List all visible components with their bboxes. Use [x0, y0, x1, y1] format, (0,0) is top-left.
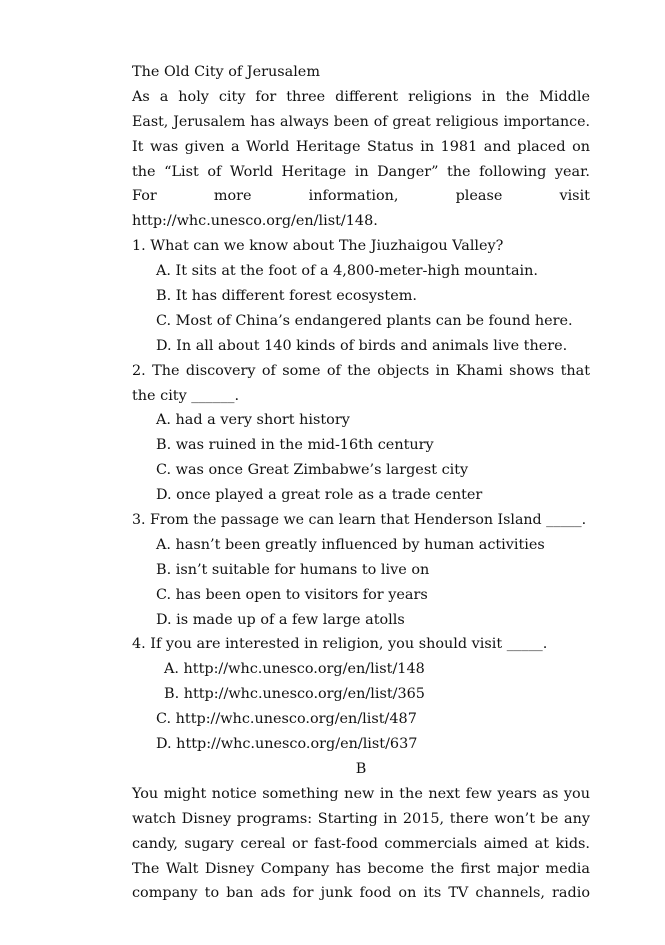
- question-option: C. was once Great Zimbabwe’s largest city: [156, 462, 469, 479]
- section-line: The Walt Disney Company has become the first major media: [132, 860, 590, 877]
- question-option: C. http://whc.unesco.org/en/list/487: [156, 711, 417, 728]
- question-option: A. It sits at the foot of a 4,800-meter-high mountain.: [156, 263, 538, 280]
- passage-link-line: http://whc.unesco.org/en/list/148.: [132, 213, 378, 230]
- word: please: [455, 188, 503, 205]
- section-line: You might notice something new in the next few years as you: [132, 785, 590, 802]
- question-stem: 2. The discovery of some of the objects in Khami shows that: [132, 362, 590, 379]
- document-page: [132, 60, 590, 906]
- question-option: C. has been open to visitors for years: [156, 586, 428, 603]
- question-option: A. http://whc.unesco.org/en/list/148: [164, 661, 425, 678]
- question-option: B. isn’t suitable for humans to live on: [156, 561, 430, 578]
- question-option: D. In all about 140 kinds of birds and animals live there.: [156, 337, 568, 354]
- question-stem: 3. From the passage we can learn that Henderson Island _____.: [132, 512, 587, 529]
- question-option: B. http://whc.unesco.org/en/list/365: [164, 686, 425, 703]
- word: information,: [308, 188, 399, 205]
- passage-title: The Old City of Jerusalem: [132, 64, 320, 80]
- question-option: A. hasn’t been greatly influenced by human activities: [156, 536, 545, 553]
- question-stem-cont: the city ______.: [132, 387, 240, 404]
- section-line: company to ban ads for junk food on its TV channels, radio: [132, 885, 590, 902]
- passage-line: the “List of World Heritage in Danger” the following year.: [132, 163, 590, 180]
- section-line: candy, sugary cereal or fast-food commercials aimed at kids.: [132, 835, 590, 852]
- section-heading: B: [355, 760, 367, 777]
- section-line: watch Disney programs: Starting in 2015, there won’t be any: [132, 810, 590, 827]
- question-option: B. It has different forest ecosystem.: [156, 288, 417, 305]
- question-stem: 4. If you are interested in religion, you should visit _____.: [132, 636, 548, 653]
- question-option: D. is made up of a few large atolls: [156, 611, 405, 628]
- question-option: D. http://whc.unesco.org/en/list/637: [156, 736, 418, 753]
- passage-line: It was given a World Heritage Status in 1981 and placed on: [132, 138, 590, 155]
- passage-line: East, Jerusalem has always been of great religious importance.: [132, 113, 590, 130]
- question-option: A. had a very short history: [156, 412, 350, 429]
- passage-line-spaced: [132, 184, 590, 209]
- question-option: D. once played a great role as a trade center: [156, 487, 483, 504]
- question-option: B. was ruined in the mid-16th century: [156, 437, 434, 454]
- question-stem: 1. What can we know about The Jiuzhaigou Valley?: [132, 238, 504, 255]
- passage-line: As a holy city for three different religions in the Middle: [132, 88, 590, 105]
- word: visit: [559, 188, 590, 205]
- question-option: C. Most of China’s endangered plants can be found here.: [156, 312, 573, 329]
- word: For: [132, 188, 157, 205]
- word: more: [213, 188, 252, 205]
